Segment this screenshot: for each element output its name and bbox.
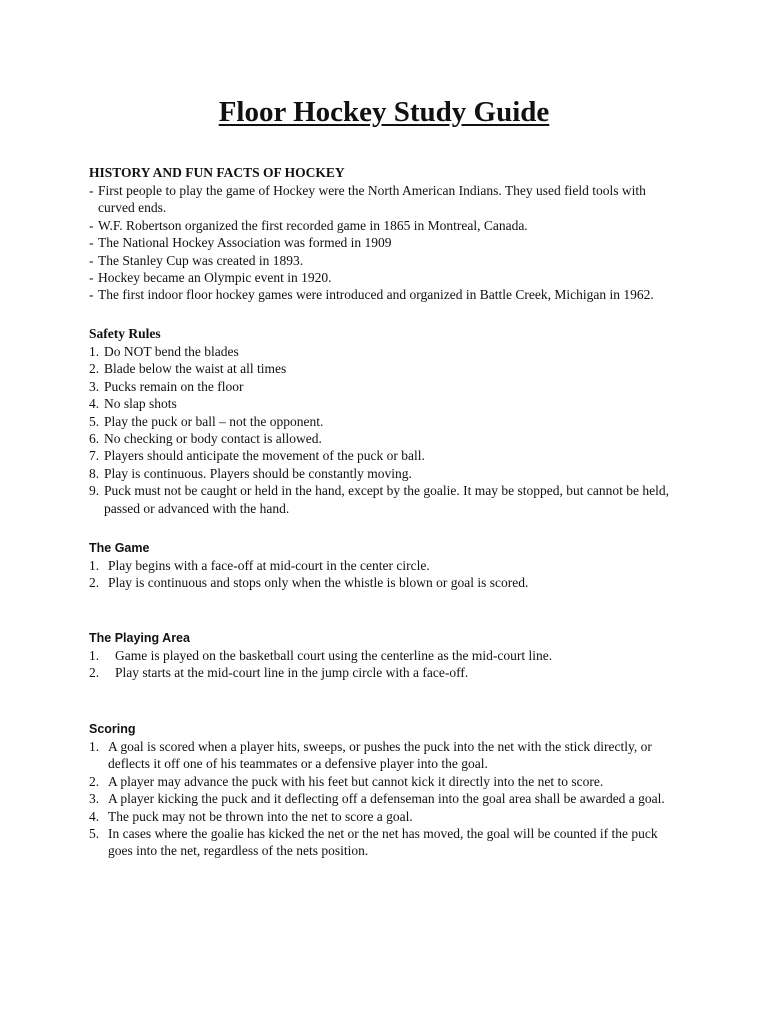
list-item-text: Play starts at the mid-court line in the jump circle with a face-off. [115, 665, 469, 681]
section-scoring [89, 720, 679, 860]
list-item [89, 465, 679, 482]
list-item-text: No slap shots [104, 396, 177, 412]
list-marker: - [89, 183, 94, 198]
game-list [89, 557, 679, 592]
list-item [89, 430, 679, 447]
list-marker: 2. [89, 575, 100, 591]
list-item-text: Puck must not be caught or held in the hand, except by the goalie. It may be stopped, but cannot be held, passed or advanced with the hand. [104, 483, 669, 516]
list-item-text: The puck may not be thrown into the net to score a goal. [108, 808, 413, 824]
list-item-text: In cases where the goalie has kicked the net or the net has moved, the goal will be counted if the puck goes into the net, regardless of the nets position. [108, 826, 658, 859]
list-marker: 1. [89, 648, 100, 663]
section-heading-scoring: Scoring [89, 722, 136, 736]
list-item [89, 182, 679, 217]
list-item [89, 738, 679, 773]
list-item [89, 664, 679, 681]
list-item-text: First people to play the game of Hockey were the North American Indians. They used field tools with curved ends. [98, 183, 646, 216]
list-item-text: No checking or body contact is allowed. [104, 431, 322, 447]
list-item-text: Game is played on the basketball court using the centerline as the mid-court line. [115, 648, 553, 663]
list-item-text: The Stanley Cup was created in 1893. [98, 252, 304, 268]
list-marker: 3. [89, 791, 100, 807]
list-item-text: Play begins with a face-off at mid-court in the center circle. [108, 558, 430, 573]
list-item-text: Play is continuous. Players should be constantly moving. [104, 465, 412, 481]
list-item [89, 360, 679, 377]
safety-list [89, 343, 679, 517]
section-the-game [89, 539, 679, 592]
section-heading-area: The Playing Area [89, 631, 190, 645]
history-list [89, 182, 679, 304]
list-item [89, 413, 679, 430]
list-item-text: A player kicking the puck and it deflecting off a defenseman into the goal area shall be awarded a goal. [108, 791, 665, 807]
section-heading-safety: Safety Rules [89, 326, 161, 341]
list-item [89, 378, 679, 395]
list-marker: 6. [89, 431, 100, 447]
list-item-text: Pucks remain on the floor [104, 378, 244, 394]
list-marker: 4. [89, 396, 100, 412]
list-item [89, 574, 679, 591]
list-item [89, 343, 679, 360]
list-marker: - [89, 270, 94, 286]
list-marker: 3. [89, 378, 100, 394]
list-marker: 8. [89, 465, 100, 481]
list-item [89, 647, 679, 664]
list-marker: 1. [89, 344, 100, 359]
list-marker: 4. [89, 808, 100, 824]
list-item [89, 252, 679, 269]
list-item [89, 482, 679, 517]
list-marker: 1. [89, 739, 100, 754]
list-item-text: Players should anticipate the movement of the puck or ball. [104, 448, 425, 464]
list-item [89, 447, 679, 464]
list-item-text: The National Hockey Association was formed in 1909 [98, 235, 392, 251]
list-marker: 5. [89, 826, 100, 842]
list-marker: 5. [89, 413, 100, 429]
section-playing-area [89, 629, 679, 682]
list-item [89, 808, 679, 825]
list-marker: 9. [89, 483, 100, 499]
list-marker: 2. [89, 665, 100, 681]
list-marker: 1. [89, 558, 100, 573]
area-list [89, 647, 679, 682]
section-safety-rules [89, 325, 679, 517]
list-marker: - [89, 287, 94, 303]
page-title: Floor Hockey Study Guide [218, 96, 550, 128]
list-item-text: A player may advance the puck with his feet but cannot kick it directly into the net to score. [108, 773, 604, 789]
list-item [89, 217, 679, 234]
list-item [89, 825, 679, 860]
list-marker: - [89, 235, 94, 251]
list-item [89, 234, 679, 251]
list-marker: 2. [89, 361, 100, 377]
list-item-text: Play the puck or ball – not the opponent. [104, 413, 324, 429]
list-item [89, 773, 679, 790]
list-item [89, 557, 679, 574]
list-item [89, 395, 679, 412]
list-item-text: A goal is scored when a player hits, sweeps, or pushes the puck into the net with the stick directly, or deflects it off one of his teammates or a defensive player into the goal. [108, 739, 652, 772]
list-item [89, 269, 679, 286]
list-item-text: W.F. Robertson organized the first recorded game in 1865 in Montreal, Canada. [98, 217, 528, 233]
section-heading-game: The Game [89, 541, 150, 555]
list-item-text: The first indoor floor hockey games were introduced and organized in Battle Creek, Michigan in 1962. [98, 287, 654, 303]
list-marker: - [89, 252, 94, 268]
section-heading-history: HISTORY AND FUN FACTS OF HOCKEY [89, 165, 345, 180]
scoring-list [89, 738, 679, 860]
section-history [89, 164, 679, 304]
list-item-text: Blade below the waist at all times [104, 361, 287, 377]
list-item [89, 286, 679, 303]
list-marker: - [89, 217, 94, 233]
list-item-text: Play is continuous and stops only when the whistle is blown or goal is scored. [108, 575, 529, 591]
list-marker: 2. [89, 773, 100, 789]
list-item-text: Hockey became an Olympic event in 1920. [98, 270, 332, 286]
list-item [89, 790, 679, 807]
list-marker: 7. [89, 448, 100, 464]
list-item-text: Do NOT bend the blades [104, 344, 239, 359]
